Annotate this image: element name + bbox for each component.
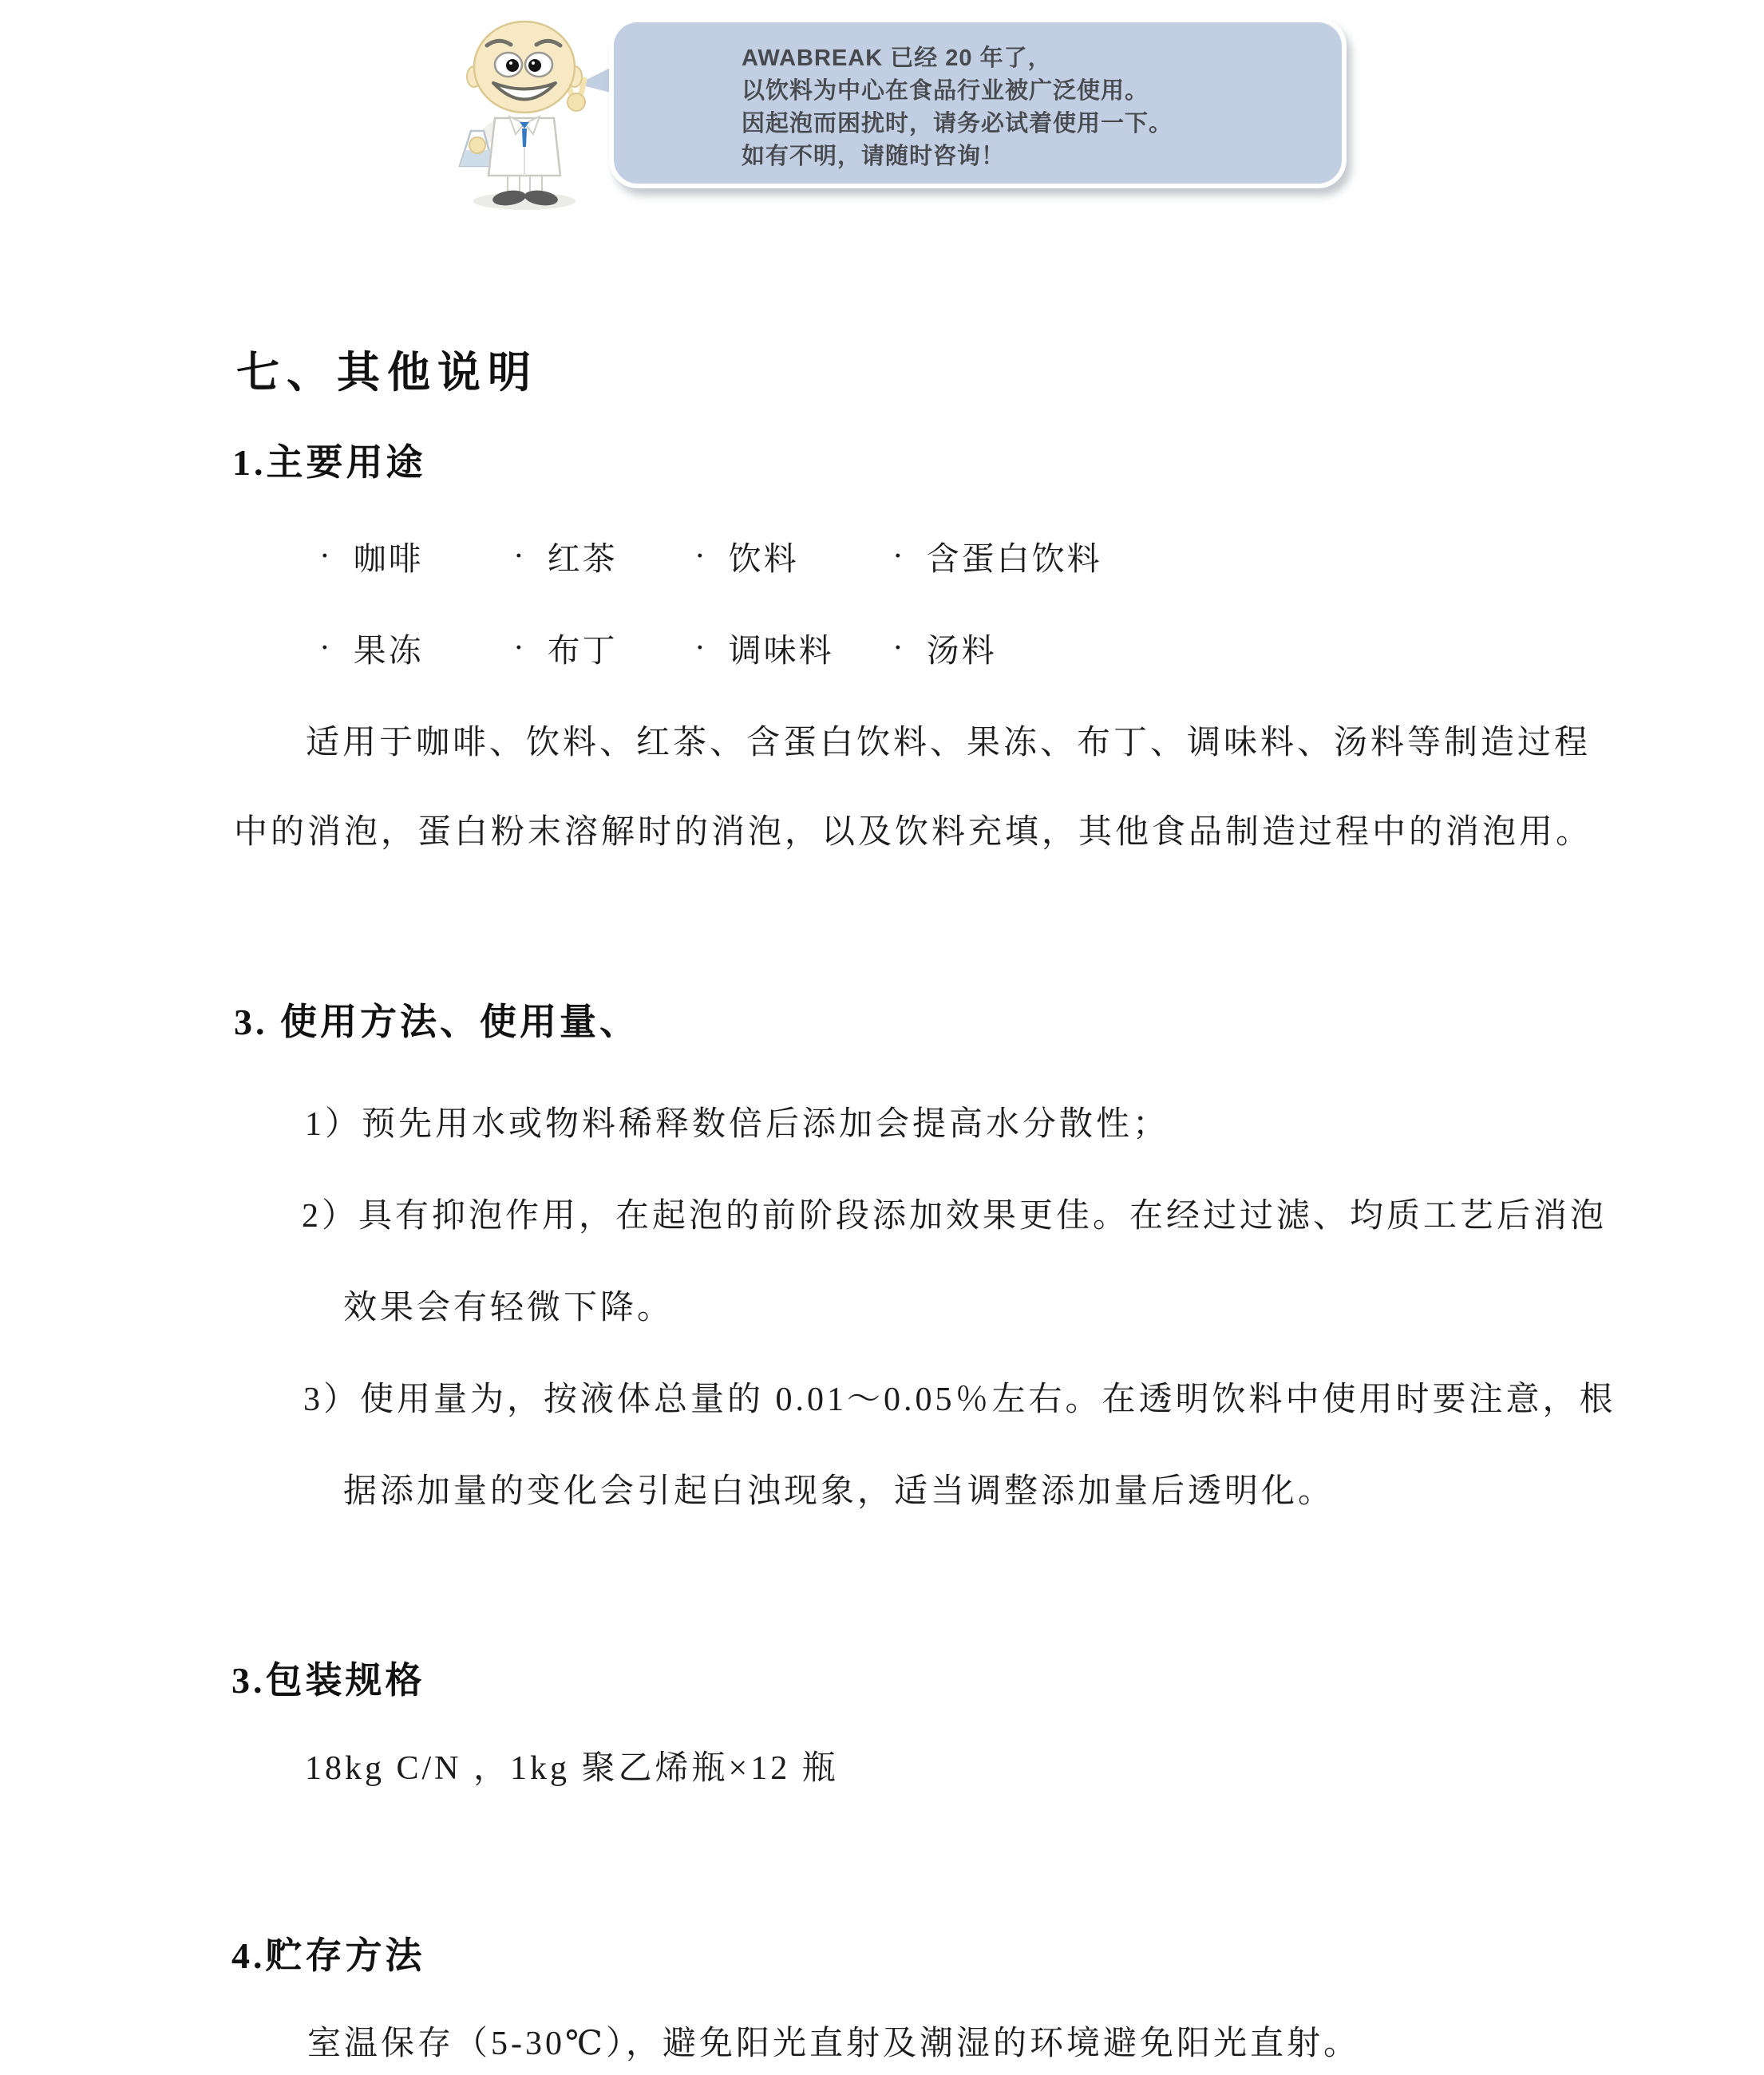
usage-item-line: 效果会有轻微下降。 (343, 1290, 674, 1326)
packaging-content: 18kg C/N ，1kg 聚乙烯瓶×12 瓶 (305, 1750, 839, 1787)
speech-bubble-line: 因起泡而困扰时，请务必试着使用一下。 (742, 111, 1173, 136)
main-uses-heading: 1.主要用途 (232, 442, 426, 483)
bullet-dot: · (694, 629, 708, 666)
bullet-dot: · (694, 537, 708, 574)
use-item-label: 咖啡 (353, 540, 424, 577)
usage-item-line: 据添加量的变化会引起白浊现象，适当调整添加量后透明化。 (343, 1473, 1335, 1510)
speech-bubble-line: 如有不明，请随时咨询！ (742, 144, 1006, 169)
use-item (892, 629, 997, 669)
uses-description-line: 中的消泡，蛋白粉末溶解时的消泡，以及饮料充填，其他食品制造过程中的消泡用。 (234, 814, 1593, 851)
storage-heading: 4.贮存方法 (231, 1935, 425, 1976)
speech-bubble-line: AWABREAK 已经 20 年了， (742, 45, 1052, 71)
bullet-dot: · (892, 537, 906, 574)
use-item-label: 红茶 (547, 540, 618, 577)
usage-item-line: 2）具有抑泡作用，在起泡的前阶段添加效果更佳。在经过过滤、均质工艺后消泡 (302, 1198, 1608, 1235)
uses-description-line: 适用于咖啡、饮料、红茶、含蛋白饮料、果冻、布丁、调味料、汤料等制造过程 (306, 725, 1592, 761)
packaging-heading: 3.包装规格 (231, 1660, 425, 1701)
use-item (892, 537, 1102, 577)
usage-heading: 3. 使用方法、使用量、 (234, 1002, 639, 1042)
use-item-label: 含蛋白饮料 (926, 540, 1102, 577)
use-item-label: 调味料 (728, 632, 834, 669)
section-title: 七、其他说明 (236, 349, 538, 397)
bullet-dot: · (319, 537, 333, 574)
bullet-dot: · (513, 537, 527, 574)
use-item-label: 饮料 (728, 540, 799, 577)
speech-bubble-text (742, 42, 1173, 173)
use-item (319, 537, 424, 577)
use-item (513, 537, 618, 577)
bullet-dot: · (513, 629, 527, 666)
use-item (694, 629, 834, 669)
use-item (513, 629, 618, 669)
speech-bubble-line: 以饮料为中心在食品行业被广泛使用。 (742, 78, 1149, 104)
storage-content: 室温保存（5-30℃），避免阳光直射及潮湿的环境避免阳光直射。 (307, 2026, 1360, 2062)
use-item-label: 汤料 (926, 632, 997, 669)
use-item-label: 果冻 (353, 632, 424, 669)
speech-bubble (609, 18, 1347, 188)
usage-item-line: 3）使用量为，按液体总量的 0.01～0.05％左右。在透明饮料中使用时要注意，根 (303, 1381, 1616, 1418)
bullet-dot: · (319, 629, 333, 666)
use-item (319, 629, 424, 669)
bullet-dot: · (892, 629, 906, 666)
use-item (694, 537, 799, 577)
usage-item-line: 1）预先用水或物料稀释数倍后添加会提高水分散性； (305, 1106, 1170, 1143)
scientist-mascot-icon (441, 10, 608, 213)
use-item-label: 布丁 (547, 632, 618, 669)
